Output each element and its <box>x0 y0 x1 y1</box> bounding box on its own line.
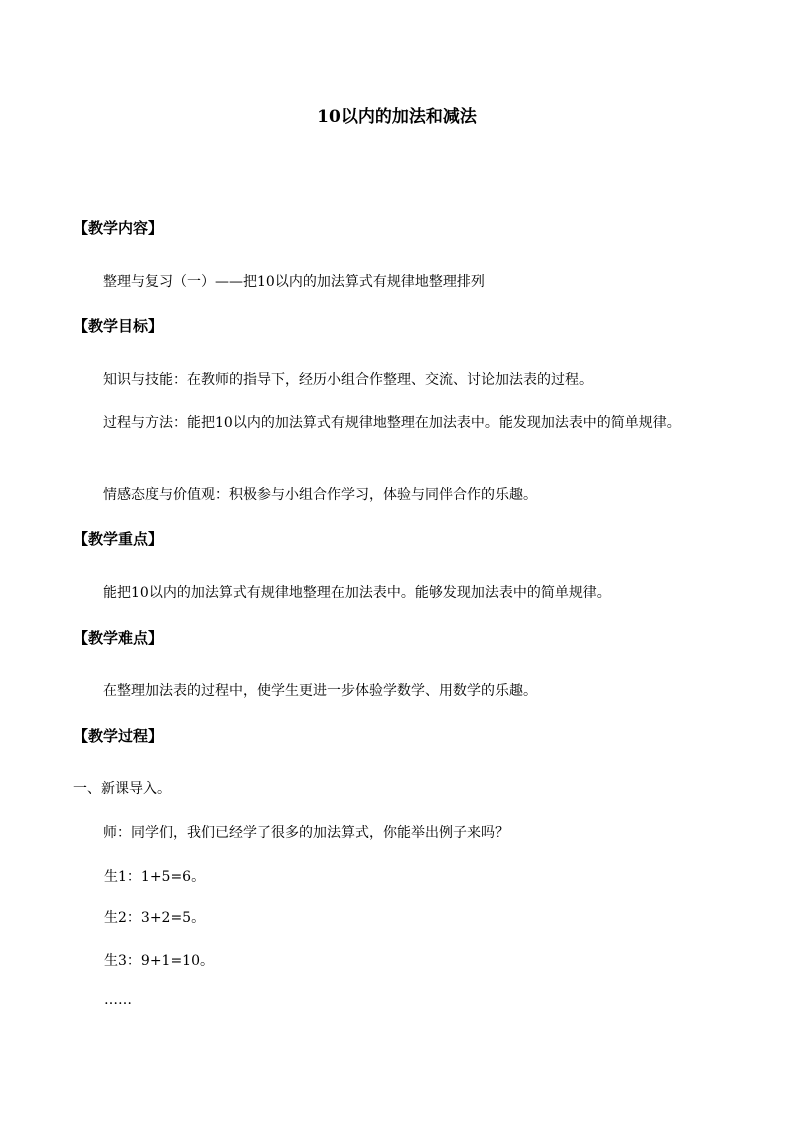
goal-emotion-values: 情感态度与价值观：积极参与小组合作学习，体验与同伴合作的乐趣。 <box>103 487 537 503</box>
goal-knowledge-skills: 知识与技能：在教师的指导下，经历小组合作整理、交流、讨论加法表的过程。 <box>103 372 593 388</box>
ellipsis-text: …… <box>104 992 132 1008</box>
goal-process-methods: 过程与方法：能把10以内的加法算式有规律地整理在加法表中。能发现加法表中的简单规律。 <box>103 415 681 431</box>
teacher-question: 师：同学们，我们已经学了很多的加法算式，你能举出例子来吗？ <box>103 825 509 841</box>
key-points-text: 能把10以内的加法算式有规律地整理在加法表中。能够发现加法表中的简单规律。 <box>103 585 611 601</box>
heading-teaching-goals: 【教学目标】 <box>73 317 164 335</box>
document-title: 10以内的加法和减法 <box>317 107 477 127</box>
teaching-content-text: 整理与复习（一）——把10以内的加法算式有规律地整理排列 <box>103 274 485 290</box>
student-answer-3: 生3：9+1=10。 <box>104 953 214 969</box>
heading-teaching-process: 【教学过程】 <box>73 727 164 745</box>
heading-key-points: 【教学重点】 <box>73 530 164 548</box>
student-answer-1: 生1：1+5=6。 <box>104 869 206 885</box>
heading-teaching-content: 【教学内容】 <box>73 219 164 237</box>
process-step-1: 一、新课导入。 <box>73 781 171 797</box>
heading-difficulties: 【教学难点】 <box>73 629 164 647</box>
difficulties-text: 在整理加法表的过程中，使学生更进一步体验学数学、用数学的乐趣。 <box>103 683 537 699</box>
student-answer-2: 生2：3+2=5。 <box>104 910 206 926</box>
